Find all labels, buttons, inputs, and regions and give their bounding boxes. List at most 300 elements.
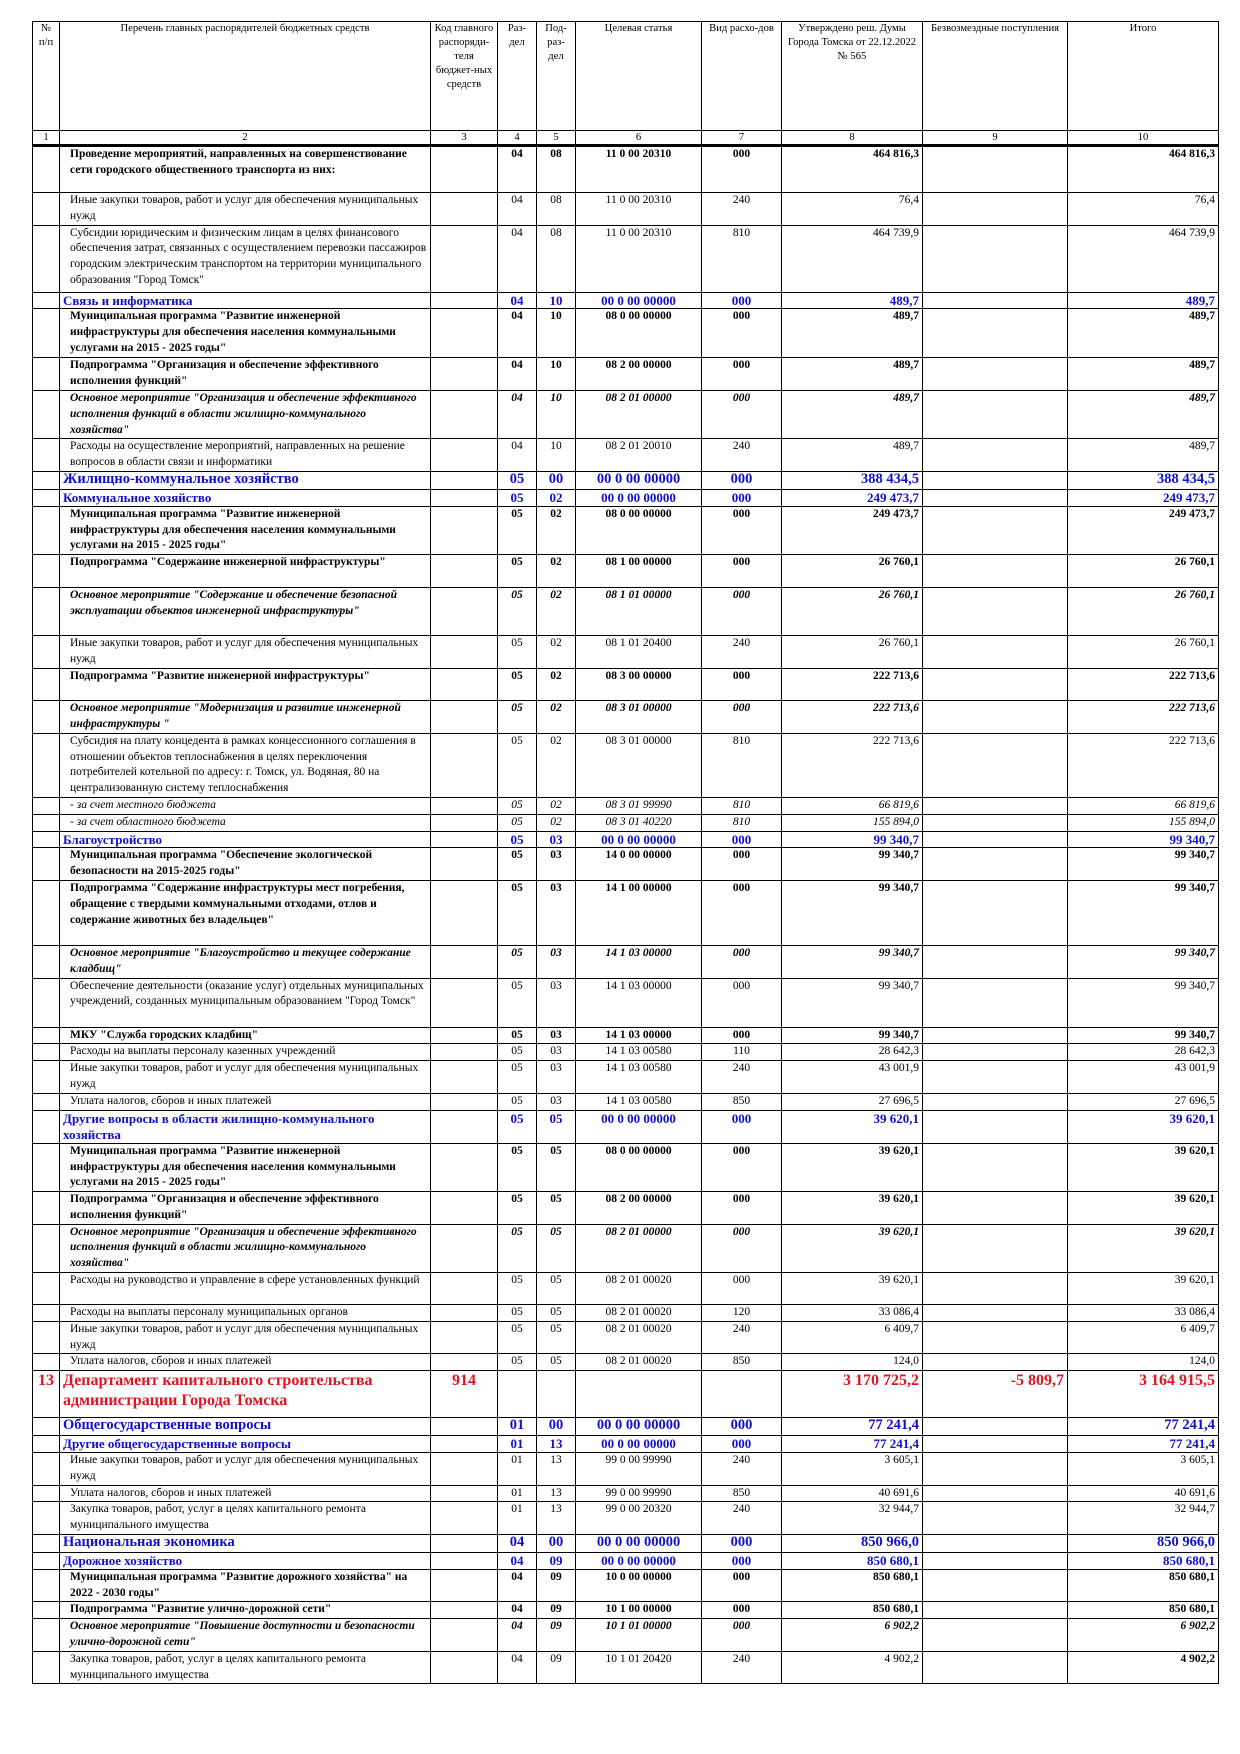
row-razdel: 05: [498, 880, 537, 945]
row-target-article: 00 0 00 00000: [576, 471, 702, 489]
header-podrazdel: Под-раз-дел: [537, 22, 576, 131]
row-approved: 77 241,4: [782, 1418, 923, 1436]
row-target-article: 00 0 00 00000: [576, 1418, 702, 1436]
section-row: [33, 1553, 1219, 1570]
row-number: [33, 1485, 60, 1502]
row-grants: [923, 292, 1068, 309]
row-admin-code: [431, 1619, 498, 1652]
row-grants: [923, 1569, 1068, 1602]
row-name: Подпрограмма "Организация и обеспечение эффективного исполнения функций": [60, 1192, 431, 1225]
row-approved: 489,7: [782, 439, 923, 472]
row-razdel: 05: [498, 1354, 537, 1371]
table-row: [33, 1354, 1219, 1371]
row-grants: [923, 1044, 1068, 1061]
row-expense-type: 850: [702, 1354, 782, 1371]
row-expense-type: 000: [702, 555, 782, 588]
row-admin-code: [431, 1027, 498, 1044]
row-name: Основное мероприятие "Содержание и обеспечение безопасной эксплуатации объектов инженерной инфраструктуры": [60, 588, 431, 636]
row-name: Общегосударственные вопросы: [60, 1418, 431, 1436]
table-row: [33, 700, 1219, 733]
column-number: 1: [33, 131, 60, 146]
row-name: Основное мероприятие "Благоустройство и текущее содержание кладбищ": [60, 945, 431, 978]
row-name: Муниципальная программа "Развитие дорожного хозяйства" на 2022 - 2030 годы": [60, 1569, 431, 1602]
table-row: [33, 733, 1219, 797]
row-name: Другие общегосударственные вопросы: [60, 1436, 431, 1453]
row-grants: [923, 309, 1068, 358]
row-razdel: 04: [498, 1651, 537, 1684]
row-number: [33, 831, 60, 848]
row-admin-code: [431, 1192, 498, 1225]
row-name: Закупка товаров, работ, услуг в целях капитального ремонта муниципального имущества: [60, 1502, 431, 1535]
row-number: [33, 1224, 60, 1272]
row-approved: 388 434,5: [782, 471, 923, 489]
row-podrazdel: 02: [537, 797, 576, 814]
row-total: 249 473,7: [1068, 506, 1219, 554]
row-expense-type: 000: [702, 390, 782, 438]
row-target-article: 99 0 00 99990: [576, 1485, 702, 1502]
row-approved: 489,7: [782, 292, 923, 309]
row-target-article: 08 3 01 99990: [576, 797, 702, 814]
table-row: [33, 1321, 1219, 1354]
row-name: Иные закупки товаров, работ и услуг для обеспечения муниципальных нужд: [60, 1321, 431, 1354]
row-target-article: 08 1 01 20400: [576, 636, 702, 669]
row-name: Национальная экономика: [60, 1535, 431, 1553]
row-podrazdel: 03: [537, 978, 576, 1027]
row-target-article: 08 2 01 00000: [576, 1224, 702, 1272]
row-target-article: 08 2 01 00000: [576, 390, 702, 438]
row-podrazdel: 02: [537, 814, 576, 831]
row-number: [33, 1602, 60, 1619]
row-target-article: 08 2 01 00020: [576, 1354, 702, 1371]
row-podrazdel: 00: [537, 1535, 576, 1553]
row-razdel: 05: [498, 733, 537, 797]
row-approved: 222 713,6: [782, 733, 923, 797]
row-approved: 3 605,1: [782, 1453, 923, 1486]
row-total: 26 760,1: [1068, 636, 1219, 669]
row-admin-code: [431, 1535, 498, 1553]
row-expense-type: 000: [702, 1110, 782, 1143]
row-approved: 26 760,1: [782, 636, 923, 669]
row-razdel: 04: [498, 292, 537, 309]
row-expense-type: 120: [702, 1305, 782, 1322]
row-target-article: 10 0 00 00000: [576, 1569, 702, 1602]
row-admin-code: [431, 1061, 498, 1094]
row-total: 850 680,1: [1068, 1569, 1219, 1602]
row-target-article: [576, 1371, 702, 1418]
row-grants: [923, 1418, 1068, 1436]
row-name: МКУ "Служба городских кладбищ": [60, 1027, 431, 1044]
row-admin-code: [431, 555, 498, 588]
row-podrazdel: 09: [537, 1569, 576, 1602]
row-total: 3 164 915,5: [1068, 1371, 1219, 1418]
row-approved: 464 816,3: [782, 146, 923, 193]
row-approved: 99 340,7: [782, 848, 923, 881]
row-total: 850 966,0: [1068, 1535, 1219, 1553]
header-code: Код главного распоряди-теля бюджет-ных средств: [431, 22, 498, 131]
table-body: [33, 146, 1219, 1684]
row-name: Основное мероприятие "Повышение доступности и безопасности улично-дорожной сети": [60, 1619, 431, 1652]
row-total: 76,4: [1068, 193, 1219, 226]
row-number: [33, 1535, 60, 1553]
row-expense-type: 810: [702, 733, 782, 797]
row-podrazdel: 05: [537, 1354, 576, 1371]
row-approved: 6 409,7: [782, 1321, 923, 1354]
table-row: [33, 1093, 1219, 1110]
row-razdel: 05: [498, 1061, 537, 1094]
row-razdel: 04: [498, 1619, 537, 1652]
row-razdel: 05: [498, 1143, 537, 1191]
row-total: 66 819,6: [1068, 797, 1219, 814]
row-podrazdel: 03: [537, 880, 576, 945]
row-target-article: 14 1 03 00580: [576, 1044, 702, 1061]
row-name: Коммунальное хозяйство: [60, 489, 431, 506]
row-podrazdel: 05: [537, 1224, 576, 1272]
row-podrazdel: 05: [537, 1273, 576, 1305]
row-number: [33, 848, 60, 881]
section-row: [33, 831, 1219, 848]
budget-table: [32, 21, 1219, 1684]
row-total: 27 696,5: [1068, 1093, 1219, 1110]
row-admin-code: [431, 1553, 498, 1570]
column-number: 6: [576, 131, 702, 146]
row-podrazdel: 03: [537, 1044, 576, 1061]
row-admin-code: [431, 146, 498, 193]
row-number: [33, 668, 60, 700]
row-podrazdel: 03: [537, 1027, 576, 1044]
table-row: [33, 1305, 1219, 1322]
row-admin-code: [431, 978, 498, 1027]
row-expense-type: 810: [702, 225, 782, 292]
row-approved: 33 086,4: [782, 1305, 923, 1322]
row-admin-code: [431, 1110, 498, 1143]
column-numbers-row: [33, 131, 1219, 146]
row-podrazdel: 08: [537, 225, 576, 292]
row-target-article: 08 0 00 00000: [576, 1143, 702, 1191]
row-approved: 222 713,6: [782, 700, 923, 733]
row-target-article: 08 3 00 00000: [576, 668, 702, 700]
row-expense-type: 000: [702, 1535, 782, 1553]
row-total: 32 944,7: [1068, 1502, 1219, 1535]
row-target-article: 00 0 00 00000: [576, 1436, 702, 1453]
row-podrazdel: 09: [537, 1651, 576, 1684]
row-razdel: 01: [498, 1418, 537, 1436]
row-number: [33, 1044, 60, 1061]
row-podrazdel: 00: [537, 1418, 576, 1436]
row-name: - за счет местного бюджета: [60, 797, 431, 814]
row-target-article: 14 1 03 00580: [576, 1061, 702, 1094]
row-admin-code: [431, 1321, 498, 1354]
row-target-article: 00 0 00 00000: [576, 1110, 702, 1143]
row-expense-type: 000: [702, 358, 782, 391]
row-total: 222 713,6: [1068, 733, 1219, 797]
row-number: [33, 1192, 60, 1225]
row-expense-type: 000: [702, 1027, 782, 1044]
table-row: [33, 506, 1219, 554]
row-razdel: 05: [498, 1044, 537, 1061]
row-podrazdel: 10: [537, 390, 576, 438]
row-approved: 222 713,6: [782, 668, 923, 700]
row-number: [33, 489, 60, 506]
section-row: [33, 471, 1219, 489]
row-grants: [923, 146, 1068, 193]
row-approved: 489,7: [782, 390, 923, 438]
row-target-article: 10 1 01 20420: [576, 1651, 702, 1684]
row-number: [33, 146, 60, 193]
row-razdel: 05: [498, 471, 537, 489]
row-razdel: 05: [498, 700, 537, 733]
row-admin-code: 914: [431, 1371, 498, 1418]
column-number: 10: [1068, 131, 1219, 146]
row-name: Основное мероприятие "Организация и обеспечение эффективного исполнения функций в области жилищно-коммунального хозяйства": [60, 390, 431, 438]
row-number: [33, 1273, 60, 1305]
row-expense-type: 000: [702, 309, 782, 358]
row-approved: 26 760,1: [782, 588, 923, 636]
row-razdel: 01: [498, 1453, 537, 1486]
row-expense-type: 000: [702, 1619, 782, 1652]
row-number: [33, 1619, 60, 1652]
table-row: [33, 1192, 1219, 1225]
row-total: 40 691,6: [1068, 1485, 1219, 1502]
row-approved: 39 620,1: [782, 1224, 923, 1272]
row-total: 99 340,7: [1068, 848, 1219, 881]
row-target-article: 00 0 00 00000: [576, 292, 702, 309]
row-admin-code: [431, 588, 498, 636]
row-grants: [923, 1305, 1068, 1322]
row-grants: [923, 588, 1068, 636]
row-number: [33, 945, 60, 978]
row-grants: [923, 1273, 1068, 1305]
row-approved: 39 620,1: [782, 1110, 923, 1143]
row-name: Подпрограмма "Развитие улично-дорожной сети": [60, 1602, 431, 1619]
row-expense-type: 000: [702, 146, 782, 193]
table-row: [33, 588, 1219, 636]
row-podrazdel: 03: [537, 945, 576, 978]
row-razdel: 04: [498, 1535, 537, 1553]
row-total: 77 241,4: [1068, 1418, 1219, 1436]
row-name: Муниципальная программа "Обеспечение экологической безопасности на 2015-2025 годы": [60, 848, 431, 881]
row-approved: 850 680,1: [782, 1569, 923, 1602]
row-expense-type: 240: [702, 1651, 782, 1684]
row-razdel: 05: [498, 636, 537, 669]
row-podrazdel: 09: [537, 1553, 576, 1570]
header-expense-type: Вид расхо-дов: [702, 22, 782, 131]
table-row: [33, 225, 1219, 292]
table-row: [33, 1485, 1219, 1502]
row-name: Подпрограмма "Содержание инфраструктуры мест погребения, обращение с твердыми коммунальными отходами, отлов и содержание животных без владельцев": [60, 880, 431, 945]
column-number: 4: [498, 131, 537, 146]
row-grants: [923, 1535, 1068, 1553]
row-grants: [923, 733, 1068, 797]
row-approved: 39 620,1: [782, 1143, 923, 1191]
row-target-article: 14 0 00 00000: [576, 848, 702, 881]
row-name: Департамент капитального строительства администрации Города Томска: [60, 1371, 431, 1418]
row-number: [33, 1553, 60, 1570]
table-row: [33, 848, 1219, 881]
row-grants: [923, 1224, 1068, 1272]
row-admin-code: [431, 1453, 498, 1486]
row-razdel: 01: [498, 1485, 537, 1502]
row-expense-type: 000: [702, 1569, 782, 1602]
row-grants: [923, 1453, 1068, 1486]
section-row: [33, 1110, 1219, 1143]
row-razdel: 05: [498, 555, 537, 588]
row-expense-type: 000: [702, 848, 782, 881]
row-razdel: 05: [498, 831, 537, 848]
row-approved: 99 340,7: [782, 831, 923, 848]
column-number: 2: [60, 131, 431, 146]
row-expense-type: 240: [702, 1321, 782, 1354]
table-row: [33, 1453, 1219, 1486]
row-total: 489,7: [1068, 439, 1219, 472]
row-podrazdel: 05: [537, 1143, 576, 1191]
row-total: 850 680,1: [1068, 1602, 1219, 1619]
row-razdel: 04: [498, 309, 537, 358]
row-approved: 850 966,0: [782, 1535, 923, 1553]
row-target-article: 08 2 01 20010: [576, 439, 702, 472]
row-number: [33, 555, 60, 588]
row-podrazdel: 13: [537, 1436, 576, 1453]
row-podrazdel: 02: [537, 489, 576, 506]
row-target-article: 00 0 00 00000: [576, 1553, 702, 1570]
row-target-article: 08 2 00 00000: [576, 358, 702, 391]
row-approved: 850 680,1: [782, 1553, 923, 1570]
row-podrazdel: 03: [537, 848, 576, 881]
row-razdel: 04: [498, 1553, 537, 1570]
row-target-article: 08 0 00 00000: [576, 506, 702, 554]
row-approved: 39 620,1: [782, 1192, 923, 1225]
row-expense-type: 240: [702, 1453, 782, 1486]
row-admin-code: [431, 358, 498, 391]
row-approved: 28 642,3: [782, 1044, 923, 1061]
row-admin-code: [431, 1502, 498, 1535]
row-grants: [923, 1502, 1068, 1535]
row-name: Иные закупки товаров, работ и услуг для обеспечения муниципальных нужд: [60, 193, 431, 226]
row-total: 39 620,1: [1068, 1224, 1219, 1272]
row-number: [33, 1321, 60, 1354]
section-row: [33, 1436, 1219, 1453]
row-approved: 99 340,7: [782, 1027, 923, 1044]
row-podrazdel: 13: [537, 1485, 576, 1502]
row-expense-type: 000: [702, 588, 782, 636]
table-row: [33, 880, 1219, 945]
row-approved: 4 902,2: [782, 1651, 923, 1684]
row-admin-code: [431, 848, 498, 881]
column-number: 3: [431, 131, 498, 146]
row-grants: [923, 848, 1068, 881]
row-admin-code: [431, 733, 498, 797]
row-target-article: 08 0 00 00000: [576, 309, 702, 358]
row-expense-type: 000: [702, 978, 782, 1027]
row-approved: 77 241,4: [782, 1436, 923, 1453]
section-row: [33, 489, 1219, 506]
row-grants: [923, 1143, 1068, 1191]
row-target-article: 08 1 01 00000: [576, 588, 702, 636]
row-admin-code: [431, 489, 498, 506]
row-target-article: 99 0 00 20320: [576, 1502, 702, 1535]
department-row: [33, 1371, 1219, 1418]
row-razdel: 05: [498, 1027, 537, 1044]
row-number: [33, 309, 60, 358]
row-number: [33, 439, 60, 472]
row-podrazdel: 02: [537, 555, 576, 588]
row-name: Иные закупки товаров, работ и услуг для обеспечения муниципальных нужд: [60, 1061, 431, 1094]
row-target-article: 11 0 00 20310: [576, 146, 702, 193]
header-name: Перечень главных распорядителей бюджетных средств: [60, 22, 431, 131]
table-row: [33, 978, 1219, 1027]
row-admin-code: [431, 1224, 498, 1272]
row-number: [33, 733, 60, 797]
row-razdel: 05: [498, 1110, 537, 1143]
row-number: [33, 1027, 60, 1044]
row-number: [33, 1110, 60, 1143]
table-row: [33, 1224, 1219, 1272]
row-total: 222 713,6: [1068, 668, 1219, 700]
row-number: [33, 880, 60, 945]
row-razdel: 01: [498, 1436, 537, 1453]
row-target-article: 08 1 00 00000: [576, 555, 702, 588]
row-grants: [923, 831, 1068, 848]
row-approved: 489,7: [782, 358, 923, 391]
row-approved: 40 691,6: [782, 1485, 923, 1502]
row-number: [33, 358, 60, 391]
row-name: Расходы на руководство и управление в сфере установленных функций: [60, 1273, 431, 1305]
row-podrazdel: 03: [537, 1093, 576, 1110]
row-admin-code: [431, 831, 498, 848]
row-expense-type: 000: [702, 506, 782, 554]
row-name: Другие вопросы в области жилищно-коммунального хозяйства: [60, 1110, 431, 1143]
row-expense-type: 240: [702, 636, 782, 669]
row-grants: [923, 945, 1068, 978]
row-expense-type: 000: [702, 1143, 782, 1191]
row-target-article: 00 0 00 00000: [576, 831, 702, 848]
row-admin-code: [431, 1418, 498, 1436]
row-razdel: 05: [498, 978, 537, 1027]
row-razdel: [498, 1371, 537, 1418]
row-grants: [923, 668, 1068, 700]
row-expense-type: 000: [702, 1436, 782, 1453]
row-expense-type: 240: [702, 1502, 782, 1535]
row-number: [33, 1418, 60, 1436]
row-target-article: 14 1 03 00000: [576, 945, 702, 978]
table-row: [33, 814, 1219, 831]
row-name: Связь и информатика: [60, 292, 431, 309]
row-approved: 99 340,7: [782, 880, 923, 945]
header-num: № п/п: [33, 22, 60, 131]
row-number: [33, 636, 60, 669]
row-total: 249 473,7: [1068, 489, 1219, 506]
row-number: [33, 1061, 60, 1094]
row-razdel: 05: [498, 1224, 537, 1272]
table-row: [33, 193, 1219, 226]
row-number: [33, 506, 60, 554]
row-expense-type: 110: [702, 1044, 782, 1061]
row-razdel: 04: [498, 1569, 537, 1602]
row-number: [33, 1143, 60, 1191]
row-podrazdel: 05: [537, 1305, 576, 1322]
row-number: [33, 978, 60, 1027]
row-grants: [923, 1651, 1068, 1684]
row-name: Муниципальная программа "Развитие инженерной инфраструктуры для обеспечения населения коммунальными услугами на 2015 - 2025 годы": [60, 1143, 431, 1191]
row-podrazdel: 02: [537, 733, 576, 797]
row-total: 388 434,5: [1068, 471, 1219, 489]
row-total: 39 620,1: [1068, 1273, 1219, 1305]
row-podrazdel: 13: [537, 1502, 576, 1535]
row-total: 6 902,2: [1068, 1619, 1219, 1652]
row-podrazdel: 09: [537, 1619, 576, 1652]
table-row: [33, 1027, 1219, 1044]
row-admin-code: [431, 1044, 498, 1061]
row-target-article: 08 3 01 00000: [576, 700, 702, 733]
